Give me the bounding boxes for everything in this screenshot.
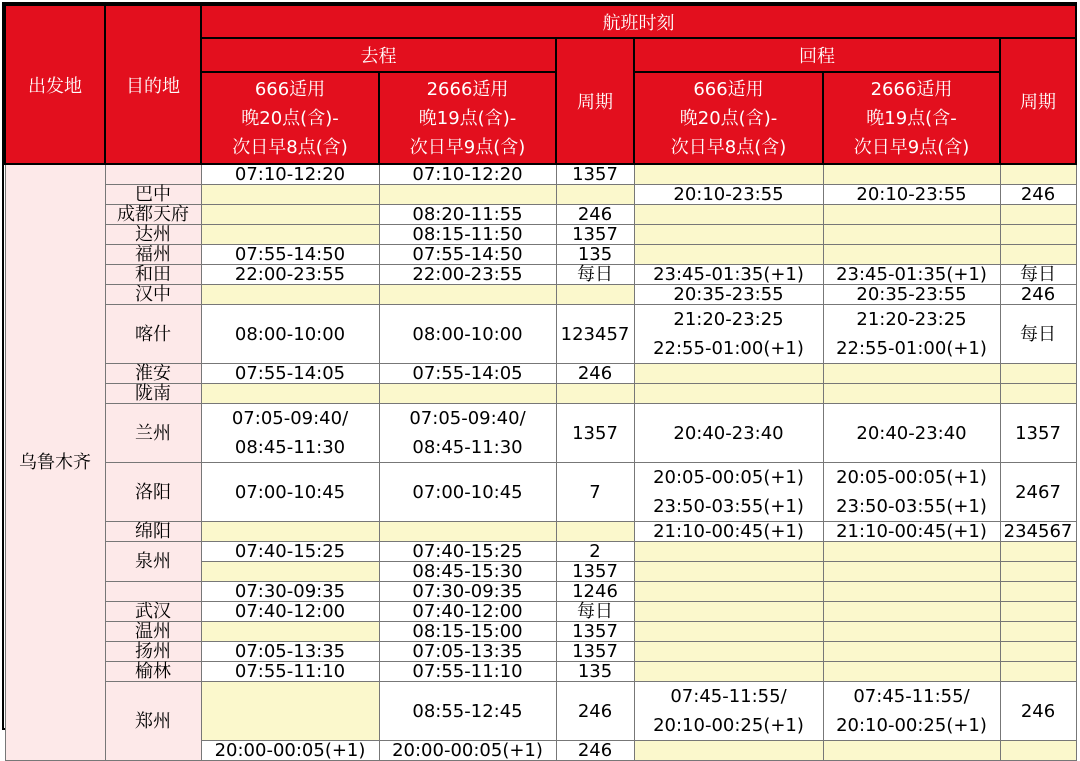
destination-city: 武汉 [105, 602, 201, 622]
outbound-weekdays [556, 185, 634, 205]
outbound-2666-time: 22:00-23:55 [379, 265, 556, 285]
dest-cell [105, 582, 201, 602]
time-line: 21:20-23:25 [673, 309, 784, 330]
return-2666-time [823, 741, 1000, 761]
header-origin: 出发地 [5, 5, 105, 164]
table-row [5, 185, 1076, 205]
dest-cell [105, 164, 201, 185]
header-line: 2666适用 [870, 78, 953, 100]
header-return-weekdays: 周期 [1000, 38, 1076, 164]
table-row [5, 404, 1076, 463]
return-weekdays: 246 [1000, 285, 1076, 305]
return-666-time [634, 582, 823, 602]
outbound-weekdays: 246 [556, 364, 634, 384]
header-line: 666适用 [693, 78, 764, 100]
return-2666-time [823, 164, 1000, 185]
return-weekdays [1000, 642, 1076, 662]
return-2666-time [823, 463, 1000, 522]
outbound-weekdays: 1357 [556, 404, 634, 463]
outbound-666-time: 07:10-12:20 [201, 164, 379, 185]
return-2666-time [823, 622, 1000, 642]
outbound-weekdays: 1357 [556, 225, 634, 245]
outbound-2666-time: 07:55-14:05 [379, 364, 556, 384]
time-line: 07:45-11:55/ [670, 686, 787, 707]
outbound-666-time [201, 562, 379, 582]
table-row [5, 622, 1076, 642]
destination-city: 成都天府 [105, 205, 201, 225]
return-666-time [634, 305, 823, 364]
destination-city: 喀什 [105, 305, 201, 364]
return-2666-time [823, 205, 1000, 225]
return-weekdays: 246 [1000, 682, 1076, 741]
header-outbound-666 [201, 72, 379, 164]
outbound-weekdays: 1357 [556, 642, 634, 662]
outbound-2666-time: 08:15-11:50 [379, 225, 556, 245]
return-2666-time [823, 582, 1000, 602]
return-weekdays: 2467 [1000, 463, 1076, 522]
time-line: 07:45-11:55/ [853, 686, 970, 707]
outbound-666-time [201, 285, 379, 305]
time-line: 07:05-09:40/ [409, 408, 526, 429]
outbound-weekdays: 123457 [556, 305, 634, 364]
table-row [5, 642, 1076, 662]
table-row [5, 522, 1076, 542]
return-weekdays [1000, 562, 1076, 582]
time-line: 23:50-03:55(+1) [836, 496, 987, 517]
header-line: 次日早8点(含) [232, 136, 348, 158]
flight-schedule-table [4, 4, 1077, 761]
outbound-666-time: 07:00-10:45 [201, 463, 379, 522]
destination-city: 达州 [105, 225, 201, 245]
return-weekdays [1000, 741, 1076, 761]
table-row [5, 205, 1076, 225]
outbound-2666-time: 07:40-12:00 [379, 602, 556, 622]
table-row [5, 662, 1076, 682]
outbound-2666-time: 08:45-15:30 [379, 562, 556, 582]
return-666-time [634, 384, 823, 404]
return-2666-time [823, 662, 1000, 682]
outbound-666-time [201, 185, 379, 205]
outbound-weekdays [556, 285, 634, 305]
outbound-2666-time: 08:15-15:00 [379, 622, 556, 642]
outbound-666-time: 07:55-11:10 [201, 662, 379, 682]
time-line: 21:20-23:25 [856, 309, 967, 330]
outbound-666-time: 07:55-14:05 [201, 364, 379, 384]
outbound-2666-time: 08:00-10:00 [379, 305, 556, 364]
time-line: 20:10-00:25(+1) [653, 715, 804, 736]
destination-city: 温州 [105, 622, 201, 642]
return-weekdays: 234567 [1000, 522, 1076, 542]
outbound-666-time: 07:05-13:35 [201, 642, 379, 662]
outbound-666-time [201, 225, 379, 245]
outbound-weekdays: 7 [556, 463, 634, 522]
header-return-2666 [823, 72, 1000, 164]
destination-city: 巴中 [105, 185, 201, 205]
destination-city: 泉州 [105, 542, 201, 582]
destination-city: 洛阳 [105, 463, 201, 522]
header-return-666 [634, 72, 823, 164]
return-666-time [634, 562, 823, 582]
return-weekdays [1000, 205, 1076, 225]
outbound-666-time: 20:00-00:05(+1) [201, 741, 379, 761]
table-row [5, 285, 1076, 305]
table-row [5, 364, 1076, 384]
return-666-time [634, 642, 823, 662]
outbound-2666-time: 07:55-11:10 [379, 662, 556, 682]
time-line: 20:05-00:05(+1) [836, 467, 987, 488]
return-weekdays: 每日 [1000, 265, 1076, 285]
destination-city: 福州 [105, 245, 201, 265]
outbound-666-time: 07:55-14:50 [201, 245, 379, 265]
destination-city: 和田 [105, 265, 201, 285]
header-return: 回程 [634, 38, 1000, 72]
destination-city: 郑州 [105, 682, 201, 761]
return-666-time [634, 602, 823, 622]
outbound-weekdays: 1357 [556, 622, 634, 642]
outbound-weekdays: 每日 [556, 602, 634, 622]
outbound-666-time [201, 622, 379, 642]
return-2666-time: 20:40-23:40 [823, 404, 1000, 463]
return-666-time [634, 682, 823, 741]
outbound-weekdays [556, 522, 634, 542]
header-line: 次日早8点(含) [670, 136, 787, 158]
outbound-2666-time: 20:00-00:05(+1) [379, 741, 556, 761]
return-2666-time [823, 384, 1000, 404]
header-line: 晚20点(含)- [679, 107, 778, 129]
return-weekdays: 1357 [1000, 404, 1076, 463]
destination-city: 陇南 [105, 384, 201, 404]
header-line: 666适用 [254, 78, 326, 100]
header-outbound-weekdays: 周期 [556, 38, 634, 164]
table-row [5, 542, 1076, 562]
outbound-weekdays: 2 [556, 542, 634, 562]
outbound-2666-time [379, 285, 556, 305]
header-line: 2666适用 [426, 78, 509, 100]
return-weekdays [1000, 384, 1076, 404]
time-line: 08:45-11:30 [234, 437, 346, 458]
destination-city: 榆林 [105, 662, 201, 682]
header-line: 晚19点(含)- [418, 107, 517, 129]
table-row [5, 225, 1076, 245]
header-outbound: 去程 [201, 38, 556, 72]
return-weekdays [1000, 164, 1076, 185]
return-666-time [634, 225, 823, 245]
table-row [5, 305, 1076, 364]
return-2666-time: 23:45-01:35(+1) [823, 265, 1000, 285]
header-line: 晚19点(含- [866, 107, 957, 129]
table-row [5, 265, 1076, 285]
return-weekdays [1000, 582, 1076, 602]
origin-city: 乌鲁木齐 [5, 164, 105, 761]
outbound-2666-time: 08:20-11:55 [379, 205, 556, 225]
return-666-time: 20:40-23:40 [634, 404, 823, 463]
time-line: 07:05-09:40/ [231, 408, 349, 429]
flight-schedule-table-container [2, 2, 1077, 761]
table-row [5, 245, 1076, 265]
time-line: 20:05-00:05(+1) [653, 467, 804, 488]
destination-city: 汉中 [105, 285, 201, 305]
outbound-weekdays: 246 [556, 741, 634, 761]
outbound-666-time: 07:30-09:35 [201, 582, 379, 602]
return-2666-time [823, 245, 1000, 265]
return-weekdays [1000, 602, 1076, 622]
return-666-time: 23:45-01:35(+1) [634, 265, 823, 285]
time-line: 23:50-03:55(+1) [653, 496, 804, 517]
outbound-2666-time: 08:55-12:45 [379, 682, 556, 741]
return-weekdays [1000, 662, 1076, 682]
table-row [5, 164, 1076, 185]
header-outbound-2666 [379, 72, 556, 164]
outbound-2666-time [379, 522, 556, 542]
return-666-time [634, 622, 823, 642]
destination-city: 扬州 [105, 642, 201, 662]
outbound-2666-time: 07:30-09:35 [379, 582, 556, 602]
return-666-time [634, 205, 823, 225]
table-row [5, 463, 1076, 522]
outbound-2666-time: 07:40-15:25 [379, 542, 556, 562]
return-2666-time [823, 602, 1000, 622]
outbound-weekdays: 每日 [556, 265, 634, 285]
return-666-time [634, 164, 823, 185]
return-2666-time [823, 305, 1000, 364]
return-2666-time: 21:10-00:45(+1) [823, 522, 1000, 542]
time-line: 22:55-01:00(+1) [653, 338, 804, 359]
table-row [5, 582, 1076, 602]
outbound-666-time [201, 404, 379, 463]
return-2666-time [823, 682, 1000, 741]
return-666-time [634, 364, 823, 384]
outbound-2666-time: 07:10-12:20 [379, 164, 556, 185]
table-row [5, 384, 1076, 404]
outbound-2666-time: 07:05-13:35 [379, 642, 556, 662]
time-line: 08:45-11:30 [412, 437, 523, 458]
outbound-666-time: 08:00-10:00 [201, 305, 379, 364]
destination-city: 绵阳 [105, 522, 201, 542]
header-line: 晚20点(含)- [241, 107, 339, 129]
destination-city: 淮安 [105, 364, 201, 384]
outbound-666-time: 07:40-15:25 [201, 542, 379, 562]
outbound-666-time: 07:40-12:00 [201, 602, 379, 622]
time-line: 22:55-01:00(+1) [836, 338, 987, 359]
outbound-666-time [201, 522, 379, 542]
outbound-666-time [201, 682, 379, 741]
time-line: 20:10-00:25(+1) [836, 715, 987, 736]
return-666-time: 20:35-23:55 [634, 285, 823, 305]
return-2666-time: 20:35-23:55 [823, 285, 1000, 305]
outbound-weekdays: 246 [556, 682, 634, 741]
outbound-weekdays: 1357 [556, 562, 634, 582]
outbound-666-time: 22:00-23:55 [201, 265, 379, 285]
return-666-time: 20:10-23:55 [634, 185, 823, 205]
return-666-time [634, 542, 823, 562]
return-2666-time [823, 542, 1000, 562]
return-2666-time [823, 225, 1000, 245]
return-666-time [634, 741, 823, 761]
outbound-2666-time: 07:00-10:45 [379, 463, 556, 522]
return-2666-time [823, 364, 1000, 384]
outbound-2666-time [379, 185, 556, 205]
return-666-time: 21:10-00:45(+1) [634, 522, 823, 542]
destination-city: 兰州 [105, 404, 201, 463]
return-weekdays [1000, 622, 1076, 642]
outbound-2666-time: 07:55-14:50 [379, 245, 556, 265]
outbound-666-time [201, 205, 379, 225]
return-weekdays [1000, 364, 1076, 384]
outbound-666-time [201, 384, 379, 404]
header-line: 次日早9点(含) [853, 136, 970, 158]
outbound-weekdays: 135 [556, 245, 634, 265]
outbound-weekdays: 1246 [556, 582, 634, 602]
return-2666-time: 20:10-23:55 [823, 185, 1000, 205]
return-weekdays: 246 [1000, 185, 1076, 205]
outbound-weekdays: 246 [556, 205, 634, 225]
return-666-time [634, 245, 823, 265]
table-row [5, 682, 1076, 741]
header-flight-times: 航班时刻 [201, 5, 1076, 38]
header-line: 次日早9点(含) [409, 136, 526, 158]
return-weekdays: 每日 [1000, 305, 1076, 364]
outbound-weekdays [556, 384, 634, 404]
outbound-weekdays: 135 [556, 662, 634, 682]
outbound-2666-time [379, 384, 556, 404]
return-666-time [634, 662, 823, 682]
return-2666-time [823, 642, 1000, 662]
return-weekdays [1000, 542, 1076, 562]
return-2666-time [823, 562, 1000, 582]
return-weekdays [1000, 245, 1076, 265]
return-weekdays [1000, 225, 1076, 245]
return-666-time [634, 463, 823, 522]
outbound-2666-time [379, 404, 556, 463]
header-destination: 目的地 [105, 5, 201, 164]
table-row [5, 602, 1076, 622]
outbound-weekdays: 1357 [556, 164, 634, 185]
